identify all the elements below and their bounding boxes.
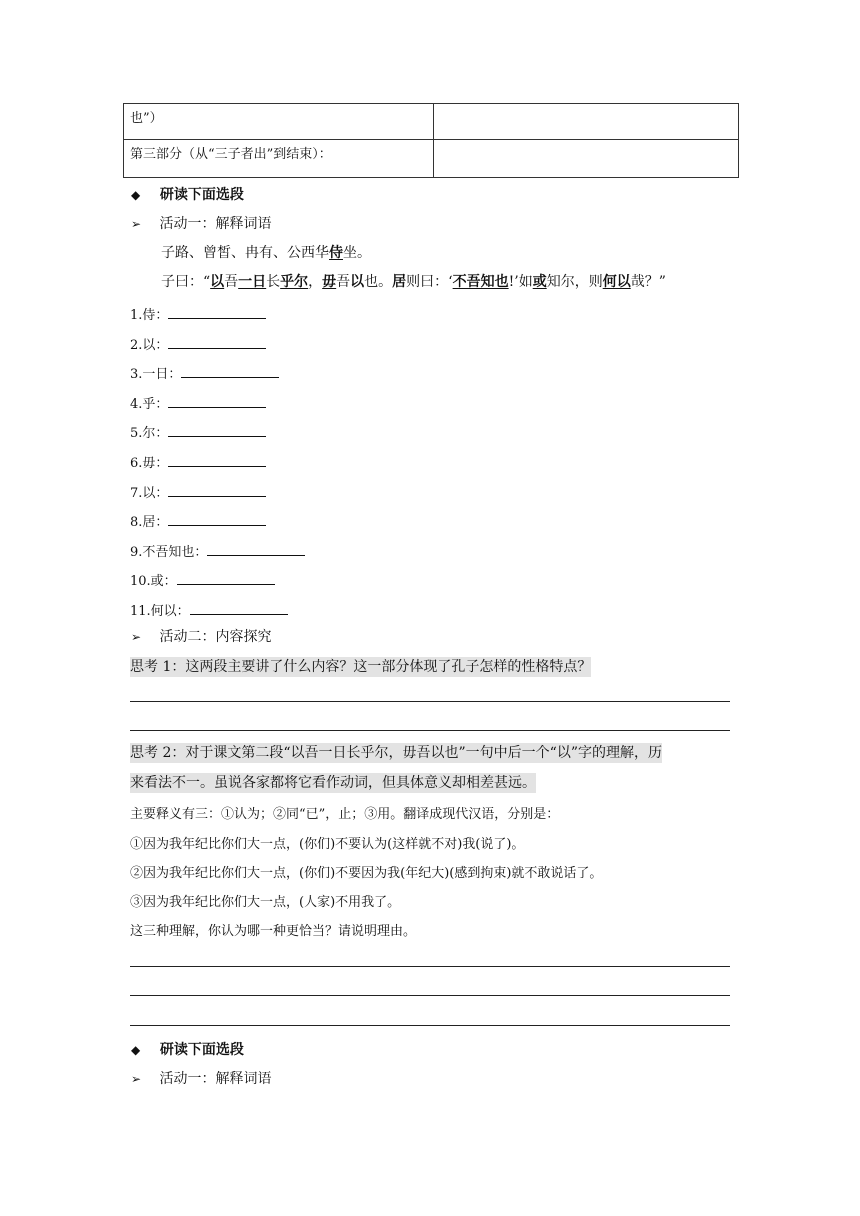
answer-blank[interactable] bbox=[181, 363, 279, 378]
table-cell-answer[interactable] bbox=[434, 140, 739, 178]
answer-blank[interactable] bbox=[168, 422, 266, 437]
passage-line-2 bbox=[161, 271, 666, 291]
activity-label: 活动一：解释词语 bbox=[159, 216, 272, 232]
explain-line: 这三种理解，你认为哪一种更恰当？请说明理由。 bbox=[130, 924, 417, 939]
key-word: 或 bbox=[532, 274, 547, 290]
answer-blank[interactable] bbox=[168, 482, 266, 497]
answer-line[interactable] bbox=[130, 730, 730, 731]
explain-line: ③因为我年纪比你们大一点，(人家)不用我了。 bbox=[130, 895, 401, 910]
vocab-item bbox=[130, 541, 305, 560]
key-word: 毋 bbox=[322, 274, 337, 290]
passage-segment: ， bbox=[308, 274, 323, 290]
vocab-label: 11.何以： bbox=[130, 604, 190, 619]
passage-segment: 哉？” bbox=[630, 274, 666, 290]
answer-blank[interactable] bbox=[190, 600, 288, 615]
table-cell: 第三部分（从“三子者出”到结束）： bbox=[124, 140, 434, 178]
activity-heading bbox=[131, 1068, 271, 1088]
vocab-label: 5.尔： bbox=[130, 426, 169, 441]
vocab-item bbox=[130, 482, 266, 501]
key-word: 乎尔 bbox=[280, 274, 309, 290]
key-word: 以 bbox=[350, 274, 365, 290]
activity-label: 活动二：内容探究 bbox=[159, 629, 272, 645]
section-heading bbox=[131, 184, 244, 204]
answer-blank[interactable] bbox=[207, 541, 305, 556]
table-row bbox=[124, 140, 739, 178]
key-word: 何以 bbox=[602, 274, 631, 290]
passage-text: 坐。 bbox=[343, 245, 371, 261]
arrow-bullet-icon: ➢ bbox=[131, 630, 142, 644]
passage-segment: 吾 bbox=[224, 274, 239, 290]
section-heading bbox=[131, 1039, 244, 1059]
activity-label: 活动一：解释词语 bbox=[159, 1071, 272, 1087]
activity-heading bbox=[131, 213, 271, 233]
vocab-label: 1.侍： bbox=[130, 308, 169, 323]
vocab-label: 7.以： bbox=[130, 486, 169, 501]
passage-segment: 子曰：“ bbox=[161, 274, 211, 290]
vocab-label: 9.不吾知也： bbox=[130, 545, 208, 560]
answer-line[interactable] bbox=[130, 966, 730, 967]
question-1 bbox=[130, 656, 591, 676]
answer-line[interactable] bbox=[130, 701, 730, 702]
vocab-label: 4.乎： bbox=[130, 397, 169, 412]
vocab-label: 10.或： bbox=[130, 574, 177, 589]
diamond-bullet-icon: ◆ bbox=[131, 1043, 141, 1057]
answer-line[interactable] bbox=[130, 995, 730, 996]
vocab-label: 3.一日： bbox=[130, 367, 182, 382]
table-cell: 也”） bbox=[124, 104, 434, 140]
vocab-item bbox=[130, 452, 266, 471]
key-word: 以 bbox=[210, 274, 225, 290]
question-2-line-1 bbox=[130, 742, 662, 762]
vocab-label: 6.毋： bbox=[130, 456, 169, 471]
key-word: 一日 bbox=[238, 274, 267, 290]
answer-blank[interactable] bbox=[177, 570, 275, 585]
passage-segment: 吾 bbox=[336, 274, 351, 290]
key-word: 不吾知也 bbox=[452, 274, 509, 290]
passage-segment: 也。 bbox=[364, 274, 393, 290]
passage-segment: 知尔，则 bbox=[546, 274, 603, 290]
answer-blank[interactable] bbox=[168, 334, 266, 349]
vocab-label: 8.居： bbox=[130, 515, 169, 530]
explain-line: ②因为我年纪比你们大一点，(你们)不要因为我(年纪大)(感到拘束)就不敢说话了。 bbox=[130, 866, 603, 881]
question-text: 来看法不一。虽说各家都将它看作动词，但具体意义却相差甚远。 bbox=[130, 775, 536, 791]
passage-text: 子路、曾皙、冉有、公西华 bbox=[161, 245, 329, 261]
activity-heading bbox=[131, 626, 271, 646]
table-cell-answer[interactable] bbox=[434, 104, 739, 140]
vocab-item bbox=[130, 570, 275, 589]
explain-line: ①因为我年纪比你们大一点，(你们)不要认为(这样就不对)我(说了)。 bbox=[130, 837, 525, 852]
question-2-line-2 bbox=[130, 772, 536, 792]
answer-blank[interactable] bbox=[168, 511, 266, 526]
structure-table bbox=[123, 103, 739, 178]
vocab-item bbox=[130, 422, 266, 441]
vocab-item bbox=[130, 363, 279, 382]
question-text: 思考 1：这两段主要讲了什么内容？这一部分体现了孔子怎样的性格特点？ bbox=[130, 659, 592, 675]
section-title: 研读下面选段 bbox=[159, 1042, 244, 1058]
answer-blank[interactable] bbox=[168, 304, 266, 319]
key-word: 侍 bbox=[329, 245, 343, 261]
vocab-item bbox=[130, 511, 266, 530]
passage-line-1 bbox=[161, 242, 371, 262]
arrow-bullet-icon: ➢ bbox=[131, 1072, 142, 1086]
diamond-bullet-icon: ◆ bbox=[131, 188, 141, 202]
vocab-item bbox=[130, 304, 266, 323]
vocab-label: 2.以： bbox=[130, 338, 169, 353]
vocab-item bbox=[130, 600, 288, 619]
arrow-bullet-icon: ➢ bbox=[131, 217, 142, 231]
vocab-item bbox=[130, 393, 266, 412]
answer-blank[interactable] bbox=[168, 393, 266, 408]
explain-line: 主要释义有三：①认为；②同“已”，止；③用。翻译成现代汉语，分别是： bbox=[130, 807, 560, 822]
section-title: 研读下面选段 bbox=[159, 187, 244, 203]
key-word: 居 bbox=[392, 274, 407, 290]
answer-blank[interactable] bbox=[168, 452, 266, 467]
passage-segment: !’如 bbox=[508, 274, 533, 290]
table-row bbox=[124, 104, 739, 140]
question-text: 思考 2：对于课文第二段“以吾一日长乎尔，毋吾以也”一句中后一个“以”字的理解，历 bbox=[130, 745, 662, 761]
passage-segment: 则曰：‘ bbox=[406, 274, 453, 290]
passage-text bbox=[161, 274, 666, 290]
vocab-item bbox=[130, 334, 266, 353]
answer-line[interactable] bbox=[130, 1025, 730, 1026]
passage-segment: 长 bbox=[266, 274, 281, 290]
